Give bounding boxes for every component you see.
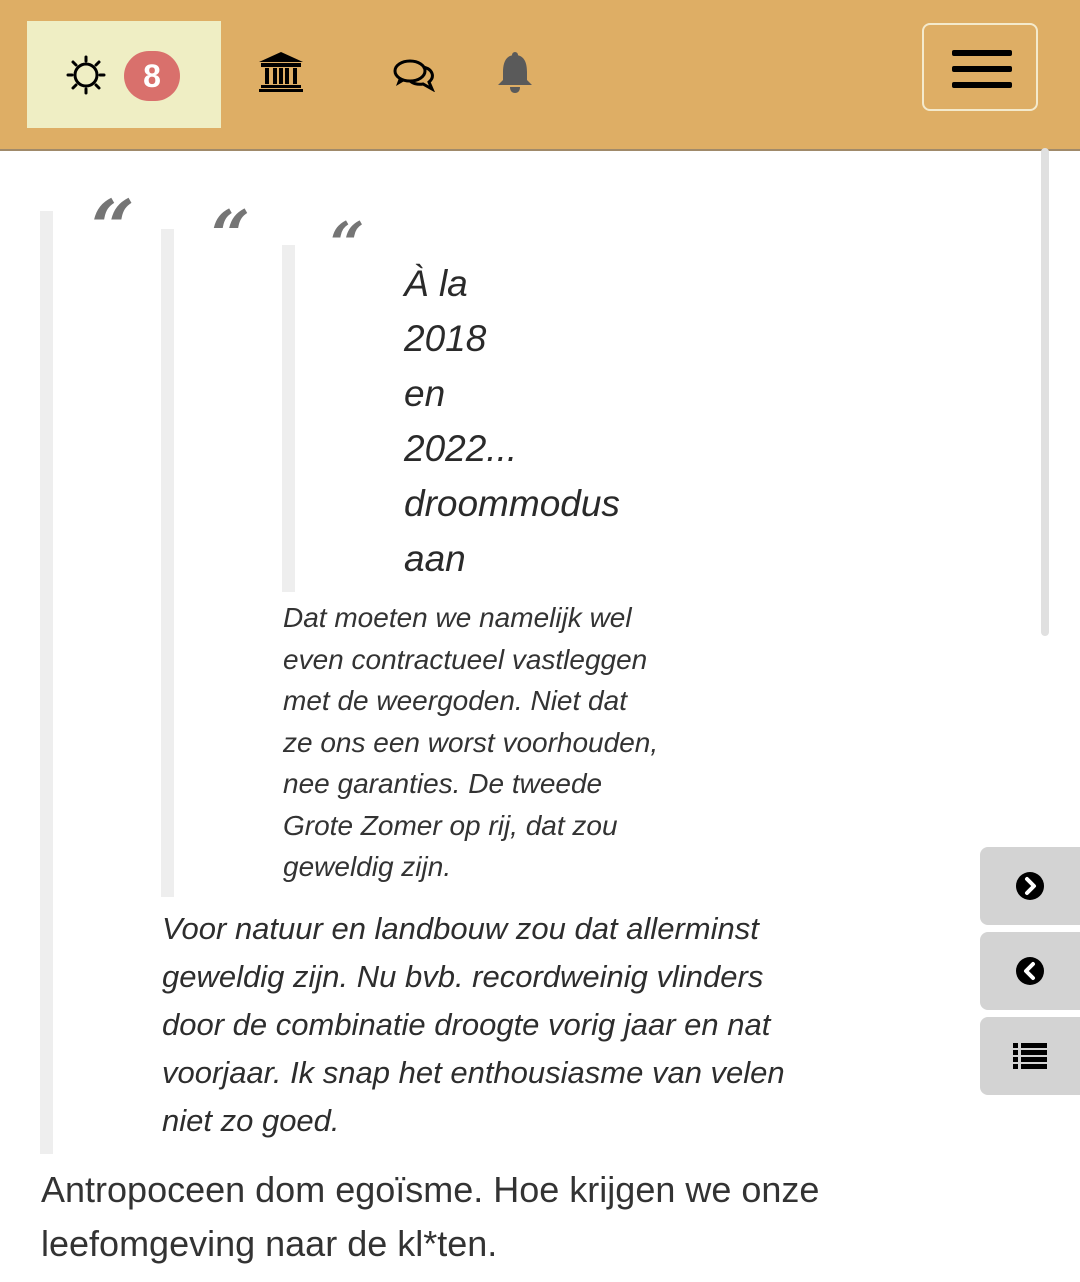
previous-icon <box>1015 956 1045 986</box>
quote-text-level-3: À la 2018 en 2022... droommodus aan <box>404 263 620 579</box>
hamburger-icon <box>952 50 1012 56</box>
next-button[interactable] <box>980 847 1080 925</box>
post-text: Antropoceen dom egoïsme. Hoe krijgen we onze leefomgeving naar de kl*ten. <box>41 1169 820 1264</box>
quote-mark-icon: “ <box>330 210 365 280</box>
bank-icon[interactable] <box>259 52 303 92</box>
sun-icon <box>66 55 106 95</box>
quote-mark-icon: “ <box>211 196 251 276</box>
list-button[interactable] <box>980 1017 1080 1095</box>
chat-icon[interactable] <box>393 58 435 92</box>
list-icon <box>1013 1041 1047 1071</box>
next-icon <box>1015 871 1045 901</box>
bell-icon[interactable] <box>496 52 534 94</box>
quote-mark-icon: “ <box>91 183 135 272</box>
quote-bar-level-2 <box>161 229 174 897</box>
menu-button[interactable] <box>922 23 1038 111</box>
quote-bar-level-1 <box>40 211 53 1154</box>
top-bar <box>0 0 1080 151</box>
quote-text-level-1: Voor natuur en landbouw zou dat allerminst geweldig zijn. Nu bvb. recordweinig vlinders door de combinatie droogte vorig jaar en nat voorjaar. Ik snap het enthousiasme van velen niet zo goed. <box>162 911 785 1138</box>
previous-button[interactable] <box>980 932 1080 1010</box>
notification-count-badge: 8 <box>124 51 180 101</box>
scrollbar[interactable] <box>1041 148 1049 636</box>
quote-text-level-2: Dat moeten we namelijk wel even contractueel vastleggen met de weergoden. Niet dat ze ons een worst voorhouden, nee garanties. De tweede Grote Zomer op rij, dat zou geweldig zijn. <box>283 602 659 882</box>
quote-bar-level-3 <box>282 245 295 592</box>
